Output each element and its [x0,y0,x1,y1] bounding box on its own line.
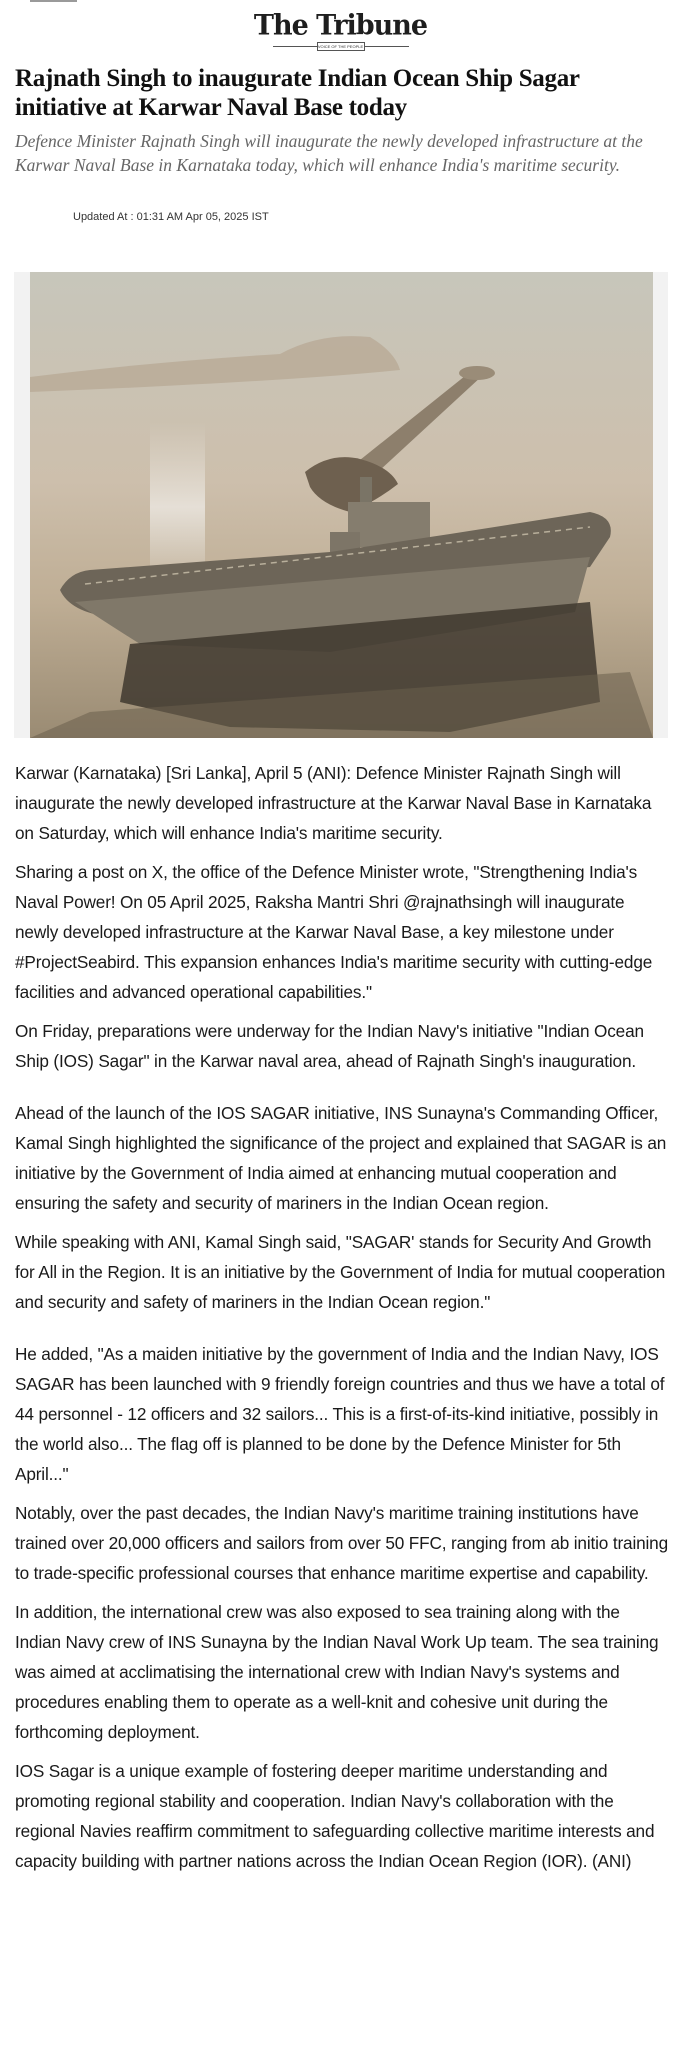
updated-timestamp: Updated At : 01:31 AM Apr 05, 2025 IST [73,211,269,223]
article-body [15,758,670,1885]
paragraph: In addition, the international crew was also exposed to sea training along with the Indian Navy crew of INS Sunayna by the Indian Naval Work Up team. The sea training was aimed at acclimatising the international crew with Indian Navy's systems and procedures enabling them to operate as a well-knit and cohesive unit during the forthcoming deployment. [15,1602,659,1742]
paragraph: Notably, over the past decades, the Indian Navy's maritime training institutions have trained over 20,000 officers and sailors from over 50 FFC, ranging from ab initio training to trade-specific professional courses that enhance maritime expertise and capability. [15,1503,669,1583]
top-nav-stub [30,0,77,2]
paragraph: On Friday, preparations were underway for the Indian Navy's initiative "Indian Ocean Ship (IOS) Sagar" in the Karwar naval area, ahead of Rajnath Singh's inauguration. [15,1021,644,1071]
aircraft-carrier-photo[interactable] [30,272,653,738]
article-subhead: Defence Minister Rajnath Singh will inaugurate the newly developed infrastructure at the Karwar Naval Base in Karnataka today, which will enhance India's maritime security. [15,131,643,175]
site-logo[interactable]: The Tribune [253,9,428,42]
tagline-text: VOICE OF THE PEOPLE [317,44,364,49]
article-figure [14,272,668,738]
masthead [0,10,681,50]
paragraph-closing: IOS Sagar is a unique example of fostering deeper maritime understanding and promoting regional stability and cooperation. Indian Navy's collaboration with the regional Navies reaffirm commitment to safeguarding collective maritime interests and capacity building with partner nations across the Indian Ocean Region (IOR). (ANI) [15,1761,655,1871]
paragraph: Ahead of the launch of the IOS SAGAR initiative, INS Sunayna's Commanding Officer, Kamal Singh highlighted the significance of the project and explained that SAGAR is an initiative by the Government of India aimed at enhancing mutual cooperation and ensuring the safety and security of mariners in the Indian Ocean region. [15,1103,667,1213]
paragraph: He added, "As a maiden initiative by the government of India and the Indian Navy, IOS SAGAR has been launched with 9 friendly foreign countries and thus we have a total of 44 personnel - 12 officers and 32 sailors... This is a first-of-its-kind initiative, possibly in the world also... The flag off is planned to be done by the Defence Minister for 5th April..." [15,1344,665,1484]
paragraph-dateline: Karwar (Karnataka) [Sri Lanka], April 5 (ANI): Defence Minister Rajnath Singh will inaugurate the newly developed infrastructure at the Karwar Naval Base in Karnataka on Saturday, which will enhance India's maritime security. [15,763,652,843]
logo-tagline [273,42,409,50]
article-headline: Rajnath Singh to inaugurate Indian Ocean Ship Sagar initiative at Karwar Naval Base today [15,65,580,121]
paragraph: While speaking with ANI, Kamal Singh said, "SAGAR' stands for Security And Growth for All in the Region. It is an initiative by the Government of India for mutual cooperation and security and safety of mariners in the Indian Ocean region." [15,1232,666,1312]
paragraph: Sharing a post on X, the office of the Defence Minister wrote, "Strengthening India's Naval Power! On 05 April 2025, Raksha Mantri Shri @rajnathsingh will inaugurate newly developed infrastructure at the Karwar Naval Base, a key milestone under #ProjectSeabird. This expansion enhances India's maritime security with cutting-edge facilities and advanced operational capabilities." [15,862,653,1002]
